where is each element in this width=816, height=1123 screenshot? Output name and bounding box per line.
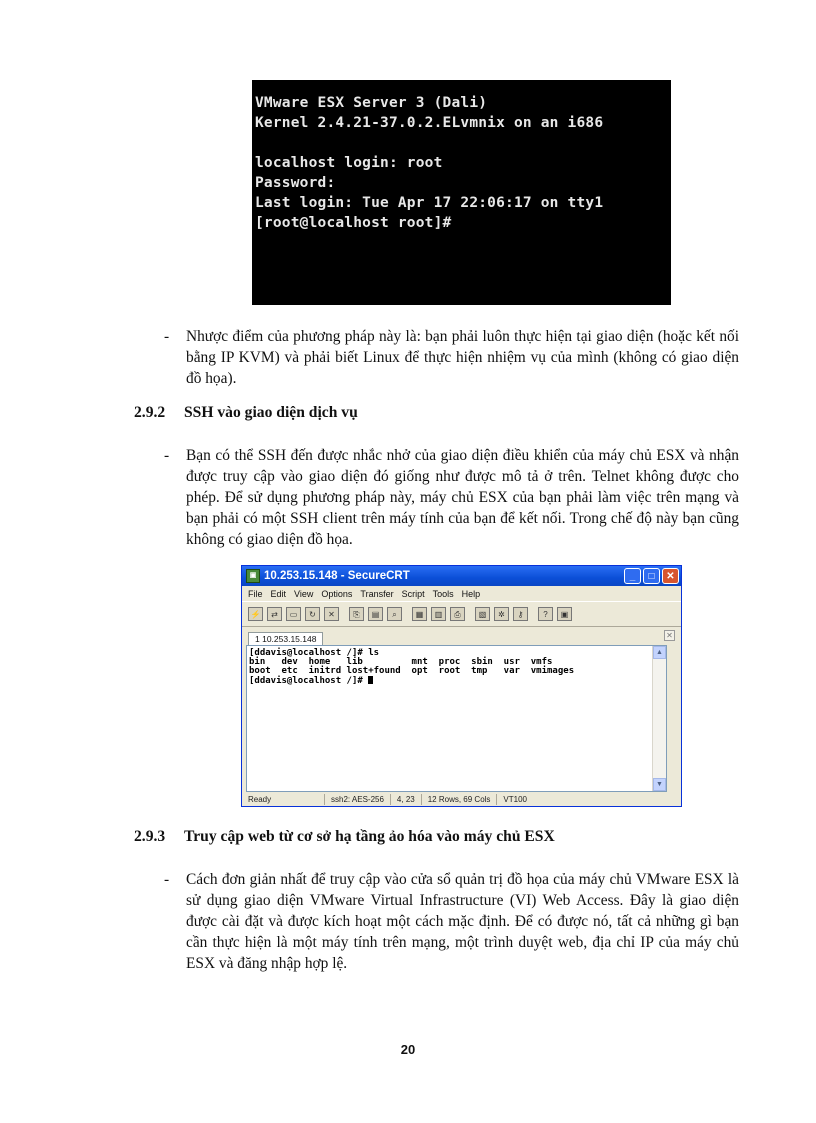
session-tab-row xyxy=(242,627,681,645)
page-number: 20 xyxy=(400,1042,416,1057)
quick-connect-icon: ⇄ xyxy=(267,607,282,621)
print-selection-icon: ▥ xyxy=(431,607,446,621)
section-number: 2.9.3 xyxy=(134,828,166,845)
terminal-line: [ddavis@localhost /]# xyxy=(249,676,369,686)
session-options-icon: ▧ xyxy=(475,607,490,621)
console-text: VMware ESX Server 3 (Dali) Kernel 2.4.21-37.0.2.ELvmnix on an i686 localhost login: root Password: Last login: Tue Apr 17 22:06:17 on tty1 [root@localhost root]# xyxy=(255,95,604,231)
section-title: SSH vào giao diện dịch vụ xyxy=(184,404,358,421)
scroll-up-icon: ▲ xyxy=(653,646,666,659)
status-cipher: ssh2: AES-256 xyxy=(324,794,390,805)
bullet-text: Cách đơn giản nhất để truy cập vào cửa sổ quản trị đồ họa của máy chủ VMware ESX là sử dụng giao diện VMware Virtual Infrastructure (VI) Web Access. Đây là giao diện được cài đặt và được kích hoạt một cách mặc định. Để có được nó, tất cả những gì bạn cần thực hiện là một máy tính trên mạng, một trình duyệt web, địa chỉ IP của máy chủ ESX và đăng nhập hợp lệ. xyxy=(186,871,739,972)
keymap-icon: ⚷ xyxy=(513,607,528,621)
global-options-icon: ✲ xyxy=(494,607,509,621)
copy-icon: ⎘ xyxy=(349,607,364,621)
bullet-text: Nhược điểm của phương pháp này là: bạn phải luôn thực hiện tại giao diện (hoặc kết nối bằng IP KVM) và phải biết Linux để thực hiện nhiệm vụ của mình (không có giao diện đồ họa). xyxy=(186,328,739,387)
terminal-area xyxy=(246,645,667,792)
paste-icon: ▤ xyxy=(368,607,383,621)
tab-close-icon: ✕ xyxy=(664,630,675,641)
bullet-text: Bạn có thể SSH đến được nhắc nhở của giao diện điều khiển của máy chủ ESX và nhận được truy cập vào giao diện đó giống như được mô tả ở trên. Telnet không được cho phép. Để sử dụng phương pháp này, máy chủ ESX của bạn phải làm việc trên mạng và bạn phải có một SSH client trên máy tính của bạn để kết nối. Trong chế độ này bạn cũng không có giao diện đồ họa. xyxy=(186,447,739,548)
status-emulation: VT100 xyxy=(496,794,533,805)
section-title: Truy cập web từ cơ sở hạ tầng ảo hóa vào máy chủ ESX xyxy=(184,828,555,845)
menu-help: Help xyxy=(461,588,481,599)
menu-view: View xyxy=(294,588,314,599)
bullet-console-drawback: - Nhược điểm của phương pháp này là: bạn phải luôn thực hiện tại giao diện (hoặc kết nối bằng IP KVM) và phải biết Linux để thực hiện nhiệm vụ của mình (không có giao diện đồ họa). xyxy=(164,328,739,387)
section-heading-2-9-2 xyxy=(134,404,358,422)
find-icon: ⌕ xyxy=(387,607,402,621)
connect-icon: ⚡ xyxy=(248,607,263,621)
print-icon: ⎙ xyxy=(450,607,465,621)
help-icon: ? xyxy=(538,607,553,621)
connect-tab-icon: ▭ xyxy=(286,607,301,621)
securecrt-window-screenshot xyxy=(241,565,682,807)
close-icon: ✕ xyxy=(662,568,679,584)
securecrt-app-icon: ▣ xyxy=(246,569,260,583)
terminal-line: [ddavis@localhost /]# ls xyxy=(249,648,380,658)
menu-tools: Tools xyxy=(432,588,454,599)
menu-script: Script xyxy=(401,588,425,599)
esx-console-screenshot xyxy=(252,80,671,305)
section-number: 2.9.2 xyxy=(134,404,166,421)
status-ready: Ready xyxy=(248,794,272,804)
minimize-icon: _ xyxy=(624,568,641,584)
session-tab: 1 10.253.15.148 xyxy=(248,632,323,645)
terminal-line: boot etc initrd lost+found opt root tmp var vmimages xyxy=(249,666,575,676)
status-cursor-pos: 4, 23 xyxy=(390,794,421,805)
print-setup-icon: ▦ xyxy=(412,607,427,621)
window-titlebar xyxy=(242,566,681,586)
terminal-cursor xyxy=(368,676,373,684)
bullet-ssh-description: - Bạn có thể SSH đến được nhắc nhở của giao diện điều khiển của máy chủ ESX và nhận được truy cập vào giao diện đó giống như được mô tả ở trên. Telnet không được cho phép. Để sử dụng phương pháp này, máy chủ ESX của bạn phải làm việc trên mạng và bạn phải có một SSH client trên máy tính của bạn để kết nối. Trong chế độ này bạn cũng không có giao diện đồ họa. xyxy=(164,447,739,548)
sftp-icon: ▣ xyxy=(557,607,572,621)
maximize-icon: □ xyxy=(643,568,660,584)
scroll-down-icon: ▼ xyxy=(653,778,666,791)
menu-edit: Edit xyxy=(270,588,287,599)
menu-options: Options xyxy=(321,588,353,599)
status-bar xyxy=(242,792,681,806)
terminal-line: bin dev home lib mnt proc sbin usr vmfs xyxy=(249,657,553,667)
disconnect-icon: ✕ xyxy=(324,607,339,621)
reconnect-icon: ↻ xyxy=(305,607,320,621)
bullet-web-access: - Cách đơn giản nhất để truy cập vào cửa sổ quản trị đồ họa của máy chủ VMware ESX là sử dụng giao diện VMware Virtual Infrastructure (VI) Web Access. Đây là giao diện được cài đặt và được kích hoạt một cách mặc định. Để có được nó, tất cả những gì bạn cần thực hiện là một máy tính trên mạng, một trình duyệt web, địa chỉ IP của máy chủ ESX và đăng nhập hợp lệ. xyxy=(164,871,739,972)
status-dimensions: 12 Rows, 69 Cols xyxy=(421,794,497,805)
terminal-scrollbar xyxy=(652,646,666,791)
toolbar xyxy=(242,601,681,627)
section-heading-2-9-3 xyxy=(134,828,555,846)
menu-bar xyxy=(242,586,681,601)
window-title: 10.253.15.148 - SecureCRT xyxy=(264,570,410,582)
menu-file: File xyxy=(248,588,263,599)
menu-transfer: Transfer xyxy=(360,588,394,599)
